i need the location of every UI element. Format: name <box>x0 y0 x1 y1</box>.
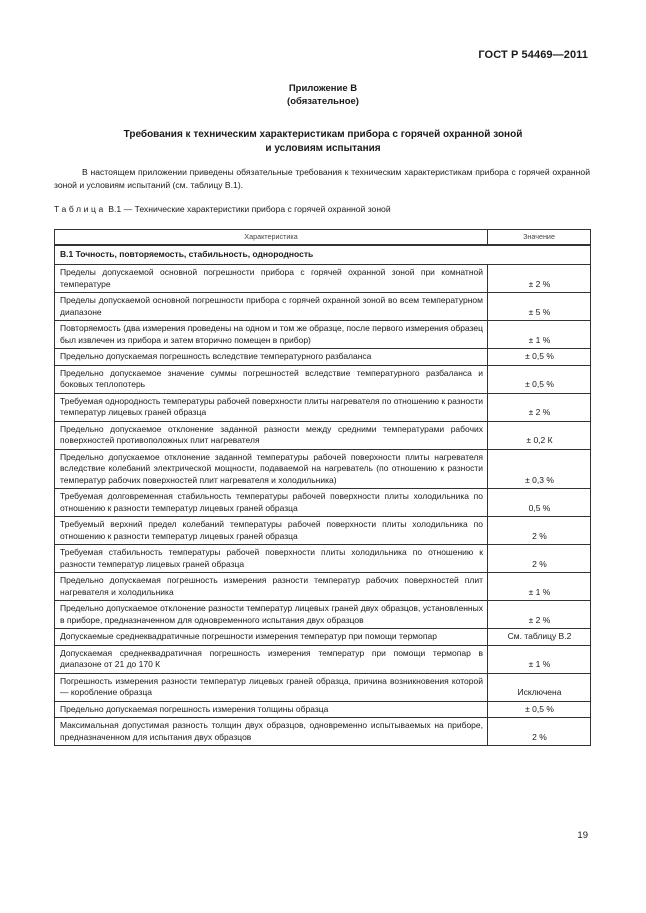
characteristic-cell: Погрешность измерения разности температур лицевых граней образца, причина возникновения которой — коробление образца <box>55 673 488 701</box>
characteristic-cell: Требуемая однородность температуры рабочей поверхности плиты нагревателя по отношению к разности температур лицевых граней образца <box>55 393 488 421</box>
value-cell: ± 2 % <box>488 601 591 629</box>
table-row <box>55 349 591 366</box>
table-caption-text: В.1 — Технические характеристики прибора с горячей охранной зоной <box>108 204 391 214</box>
table-header-row <box>55 230 591 246</box>
table-row <box>55 601 591 629</box>
value-cell: ± 2 % <box>488 265 591 293</box>
characteristic-cell: Предельно допускаемое отклонение заданной разности между средними температурами рабочих поверхностей противоположных плит нагревателя <box>55 421 488 449</box>
value-cell: ± 1 % <box>488 645 591 673</box>
page-number: 19 <box>577 830 588 841</box>
table-row <box>55 573 591 601</box>
table-row <box>55 365 591 393</box>
characteristic-cell: Предельно допускаемая погрешность вследствие температурного разбаланса <box>55 349 488 366</box>
standard-designation: ГОСТ Р 54469—2011 <box>478 49 588 61</box>
value-cell: ± 5 % <box>488 293 591 321</box>
characteristic-cell: Допускаемые среднеквадратичные погрешности измерения температур при помощи термопар <box>55 629 488 646</box>
header-value: Значение <box>488 230 591 246</box>
table-row <box>55 718 591 746</box>
table-row <box>55 629 591 646</box>
value-cell: ± 0,2 К <box>488 421 591 449</box>
characteristic-cell: Требуемая стабильность температуры рабочей поверхности плиты холодильника по отношению к разности температур лицевых граней образца <box>55 545 488 573</box>
characteristic-cell: Требуемая долговременная стабильность температуры рабочей поверхности плиты холодильника по отношению к разности температур лицевых граней образца <box>55 489 488 517</box>
characteristic-cell: Пределы допускаемой основной погрешности прибора с горячей охранной зоной во всем температурном диапазоне <box>55 293 488 321</box>
table-row <box>55 645 591 673</box>
characteristic-cell: Повторяемость (два измерения проведены на одном и том же образце, после первого измерения образец был извлечен из прибора и затем вторично помещен в прибор) <box>55 321 488 349</box>
section-title-line-2: и условиям испытания <box>265 143 381 154</box>
value-cell: 2 % <box>488 718 591 746</box>
characteristic-cell: Максимальная допустимая разность толщин двух образцов, одновременно испытываемых на приборе, предназначенном для испытания двух образцов <box>55 718 488 746</box>
value-cell: ± 0,5 % <box>488 349 591 366</box>
value-cell: 2 % <box>488 517 591 545</box>
table-row <box>55 449 591 489</box>
table-caption <box>54 204 391 214</box>
value-cell: Исключена <box>488 673 591 701</box>
value-cell: ± 0,3 % <box>488 449 591 489</box>
value-cell: ± 2 % <box>488 393 591 421</box>
characteristic-cell: Требуемый верхний предел колебаний температуры рабочей поверхности плиты холодильника по отношению к разности температур лицевых граней образца <box>55 517 488 545</box>
value-cell: 2 % <box>488 545 591 573</box>
appendix-subtitle: (обязательное) <box>287 96 359 107</box>
table-row <box>55 701 591 718</box>
characteristic-cell: Пределы допускаемой основной погрешности прибора с горячей охранной зоной при комнатной температуре <box>55 265 488 293</box>
value-cell: ± 1 % <box>488 321 591 349</box>
characteristics-table <box>54 229 591 746</box>
table-row <box>55 517 591 545</box>
characteristic-cell: Предельно допускаемое отклонение заданной температуры рабочей поверхности плиты нагревателя вследствие колебаний электрической мощности, подаваемой на нагреватель (по отношению к разности температур рабочих поверхностей плит нагревателя и холодильника) <box>55 449 488 489</box>
table-row <box>55 673 591 701</box>
section-title-line-1: Требования к техническим характеристикам прибора с горячей охранной зоной <box>123 129 523 140</box>
characteristic-cell: Предельно допускаемое отклонение разности температур лицевых граней двух образцов, установленных в приборе, предназначенном для одновременного испытания двух образцов <box>55 601 488 629</box>
table-caption-prefix: Таблица <box>54 204 106 214</box>
characteristic-cell: Предельно допускаемая погрешность измерения разности температур рабочих поверхностей плит нагревателя и холодильника <box>55 573 488 601</box>
table-row <box>55 489 591 517</box>
header-characteristic: Характеристика <box>55 230 488 246</box>
table-row <box>55 421 591 449</box>
appendix-heading <box>0 82 646 108</box>
intro-text: В настоящем приложении приведены обязательные требования к техническим характеристикам прибора с горячей охранной зоной и условиям испытаний (см. таблицу В.1). <box>54 167 590 190</box>
intro-paragraph <box>54 166 590 192</box>
characteristic-cell: Допускаемая среднеквадратичная погрешность измерения температур при помощи термопар в диапазоне от 21 до 170 К <box>55 645 488 673</box>
table-row <box>55 321 591 349</box>
value-cell: ± 1 % <box>488 573 591 601</box>
value-cell: 0,5 % <box>488 489 591 517</box>
section-title <box>0 128 646 156</box>
section-heading: В.1 Точность, повторяемость, стабильность, однородность <box>55 245 591 265</box>
table-row <box>55 265 591 293</box>
value-cell: ± 0,5 % <box>488 701 591 718</box>
table-row <box>55 293 591 321</box>
value-cell: ± 0,5 % <box>488 365 591 393</box>
appendix-title: Приложение В <box>288 83 358 94</box>
section-row <box>55 245 591 265</box>
characteristic-cell: Предельно допускаемая погрешность измерения толщины образца <box>55 701 488 718</box>
characteristic-cell: Предельно допускаемое значение суммы погрешностей вследствие температурного разбаланса и боковых теплопотерь <box>55 365 488 393</box>
table-row <box>55 393 591 421</box>
table-row <box>55 545 591 573</box>
value-cell: См. таблицу В.2 <box>488 629 591 646</box>
